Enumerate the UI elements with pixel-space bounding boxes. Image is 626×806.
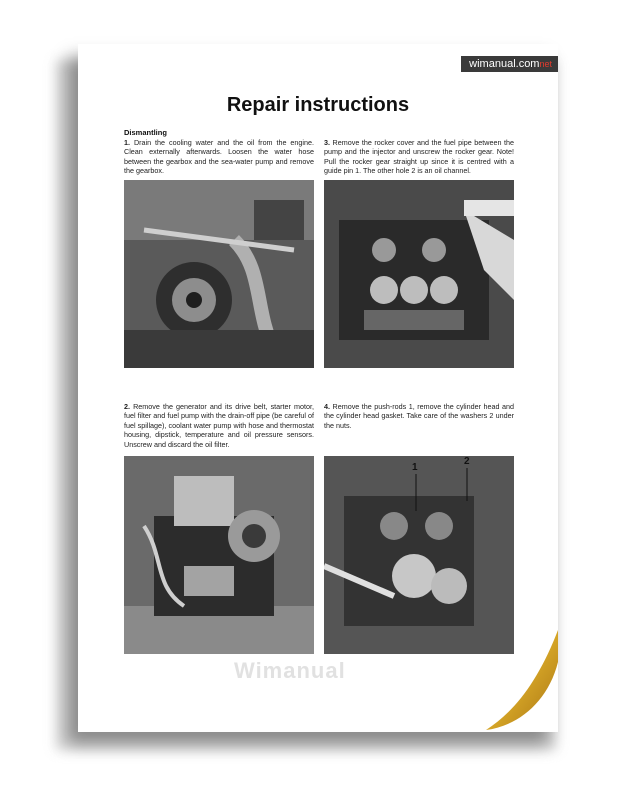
step-2-body: Remove the generator and its drive belt, starter motor, fuel filter and fuel pump with the drain-off pipe (be careful of fuel spillage), coolant water pump with hose and thermostat housing, dipstick, temperature and oil pressure sensors. Unscrew and discard the oil filter. (124, 402, 314, 449)
page-title: Repair instructions (226, 94, 410, 116)
step-1-text (124, 138, 314, 176)
step-2-text (124, 402, 314, 449)
step-3-number: 3. (324, 138, 330, 147)
step-4-number: 4. (324, 402, 330, 411)
watermark-suffix: net (539, 59, 552, 69)
callout-label-1: 1 (412, 462, 418, 473)
callout-label-2: 2 (464, 456, 470, 467)
step-3-text (324, 138, 514, 176)
page-curl (478, 622, 558, 732)
step-3-body: Remove the rocker cover and the fuel pipe between the pump and the injector and unscrew the rocker gear. Note! Pull the rocker gear straight up since it is centred with a guide pin 1. The other hole 2 is an oil channel. (324, 138, 514, 176)
photo-gearbox (124, 180, 314, 368)
brand-watermark: Wimanual (234, 658, 346, 683)
photo-engine-generator (124, 456, 314, 654)
photo-rocker-gear (324, 180, 514, 368)
step-4-body: Remove the push-rods 1, remove the cylinder head and the cylinder head gasket. Take care of the washers 2 under the nuts. (324, 402, 514, 430)
step-1-body: Drain the cooling water and the oil from the engine. Clean externally afterwards. Loosen the water hose between the gearbox and the sea-water pump and remove the gearbox. (124, 138, 314, 176)
watermark-badge (461, 56, 558, 72)
watermark-site: wimanual.com (469, 58, 540, 70)
manual-page (78, 44, 558, 732)
step-1-number: 1. (124, 138, 130, 147)
step-4-text (324, 402, 514, 430)
step-2-number: 2. (124, 402, 130, 411)
section-heading: Dismantling (124, 128, 167, 137)
